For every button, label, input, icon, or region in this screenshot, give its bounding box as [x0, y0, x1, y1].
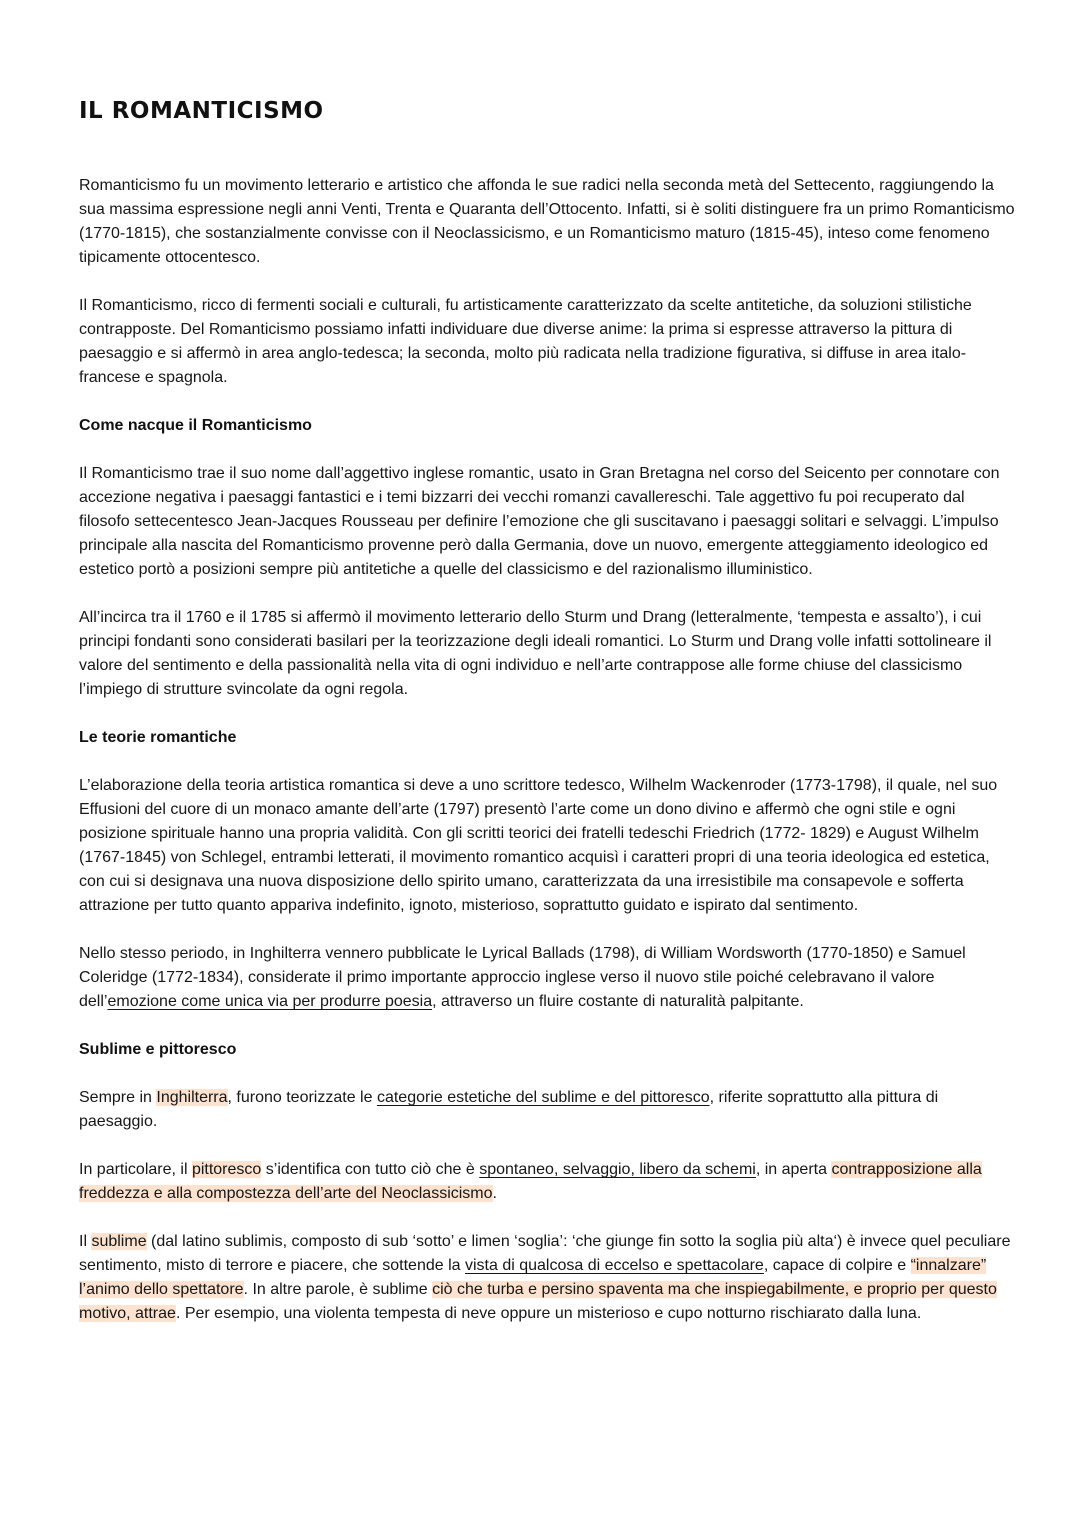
- document-page: [79, 96, 1019, 1350]
- heading-teorie-romantiche: Le teorie romantiche: [79, 729, 237, 746]
- document-title: IL ROMANTICISMO: [79, 98, 324, 124]
- underlined-text: emozione come unica via per produrre poesia: [107, 993, 433, 1010]
- highlighted-text: “innalzare” l’animo dello spettatore: [79, 1257, 987, 1298]
- paragraph-lyrical-ballads: Nello stesso periodo, in Inghilterra vennero pubblicate le Lyrical Ballads (1798), di William Wordsworth (1770-1850) e Samuel Coleridge (1772-1834), considerate il primo importante approccio inglese verso il nuovo stile poiché celebravano il valore dell’emozione come unica via per produrre poesia, attraverso un fluire costante di naturalità palpitante.: [79, 945, 966, 1010]
- paragraph-wackenroder: L’elaborazione della teoria artistica romantica si deve a uno scrittore tedesco, Wilhelm Wackenroder (1773-1798), il quale, nel suo Effusioni del cuore di un monaco amante dell’arte (1797) presentò l’arte come un dono divino e affermò che ogni stile e ogni posizione spirituale hanno una propria validità. Con gli scritti teorici dei fratelli tedeschi Friedrich (1772- 1829) e August Wilhelm (1767-1845) von Schlegel, entrambi letterati, il movimento romantico acquisì i caratteri propri di una teoria ideologica ed estetica, con cui si designava una nuova disposizione dello spirito umano, caratterizzata da una irresistibile ma consapevole e sofferta attrazione per tutto quanto appariva indefinito, ignoto, misterioso, soprattutto guidato e ispirato dal sentimento.: [79, 777, 998, 914]
- paragraph-anime: Il Romanticismo, ricco di fermenti sociali e culturali, fu artisticamente caratterizzato da scelte antitetiche, da soluzioni stilistiche contrapposte. Del Romanticismo possiamo infatti individuare due diverse anime: la prima si espresse attraverso la pittura di paesaggio e si affermò in area anglo-tedesca; la seconda, molto più radicata nella tradizione figurativa, si diffuse in area italo-francese e spagnola.: [79, 297, 972, 386]
- underlined-text: vista di qualcosa di eccelso e spettacolare: [464, 1257, 764, 1274]
- highlighted-text: sublime: [91, 1233, 147, 1250]
- underlined-text: spontaneo, selvaggio, libero da schemi: [479, 1161, 756, 1178]
- paragraph-pittoresco: In particolare, il pittoresco s’identifica con tutto ciò che è spontaneo, selvaggio, libero da schemi, in aperta contrapposizione alla freddezza e alla compostezza dell’arte del Neoclassicismo.: [79, 1161, 982, 1202]
- paragraph-sublime: Il sublime (dal latino sublimis, composto di sub ‘sotto’ e limen ‘soglia’: ‘che giunge fin sotto la soglia più alta‘) è invece quel peculiare sentimento, misto di terrore e piacere, che sottende la vista di qualcosa di eccelso e spettacolare, capace di colpire e “innalzare” l’animo dello spettatore. In altre parole, è sublime ciò che turba e persino spaventa ma che inspiegabilmente, e proprio per questo motivo, attrae. Per esempio, una violenta tempesta di neve oppure un misterioso e cupo notturno rischiarato dalla luna.: [79, 1233, 1011, 1322]
- highlighted-text: ciò che turba e persino spaventa ma che inspiegabilmente, e proprio per questo motivo, attrae: [79, 1281, 997, 1322]
- heading-come-nacque: Come nacque il Romanticismo: [79, 417, 312, 434]
- highlighted-text: contrapposizione alla freddezza e alla compostezza dell’arte del Neoclassicismo: [79, 1161, 982, 1202]
- highlighted-text: Inghilterra: [156, 1089, 228, 1106]
- paragraph-intro: Romanticismo fu un movimento letterario e artistico che affonda le sue radici nella seconda metà del Settecento, raggiungendo la sua massima espressione negli anni Venti, Trenta e Quaranta dell’Ottocento. Infatti, si è soliti distinguere fra un primo Romanticismo (1770-1815), che sostanzialmente convisse con il Neoclassicismo, e un Romanticismo maturo (1815-45), inteso come fenomeno tipicamente ottocentesco.: [79, 177, 1015, 266]
- highlighted-text: pittoresco: [191, 1161, 262, 1178]
- paragraph-origine-nome: Il Romanticismo trae il suo nome dall’aggettivo inglese romantic, usato in Gran Bretagna nel corso del Seicento per connotare con accezione negativa i paesaggi fantastici e i temi bizzarri dei vecchi romanzi cavallereschi. Tale aggettivo fu poi recuperato dal filosofo settecentesco Jean-Jacques Rousseau per definire l’emozione che gli suscitavano i paesaggi solitari e selvaggi. L’impulso principale alla nascita del Romanticismo provenne però dalla Germania, dove un nuovo, emergente atteggiamento ideologico ed estetico portò a posizioni sempre più antitetiche a quelle del classicismo e del razionalismo illuministico.: [79, 465, 1000, 578]
- underlined-text: categorie estetiche del sublime e del pittoresco: [376, 1089, 710, 1106]
- paragraph-categorie-estetiche: Sempre in Inghilterra, furono teorizzate le categorie estetiche del sublime e del pittoresco, riferite soprattutto alla pittura di paesaggio.: [79, 1089, 939, 1130]
- paragraph-sturm-und-drang: All’incirca tra il 1760 e il 1785 si affermò il movimento letterario dello Sturm und Drang (letteralmente, ‘tempesta e assalto’), i cui principi fondanti sono considerati basilari per la teorizzazione degli ideali romantici. Lo Sturm und Drang volle infatti sottolineare il valore del sentimento e della passionalità nella vita di ogni individuo e nell’arte contrappose alle forme chiuse del classicismo l’impiego di strutture svincolate da ogni regola.: [79, 609, 992, 698]
- heading-sublime-pittoresco: Sublime e pittoresco: [79, 1041, 237, 1058]
